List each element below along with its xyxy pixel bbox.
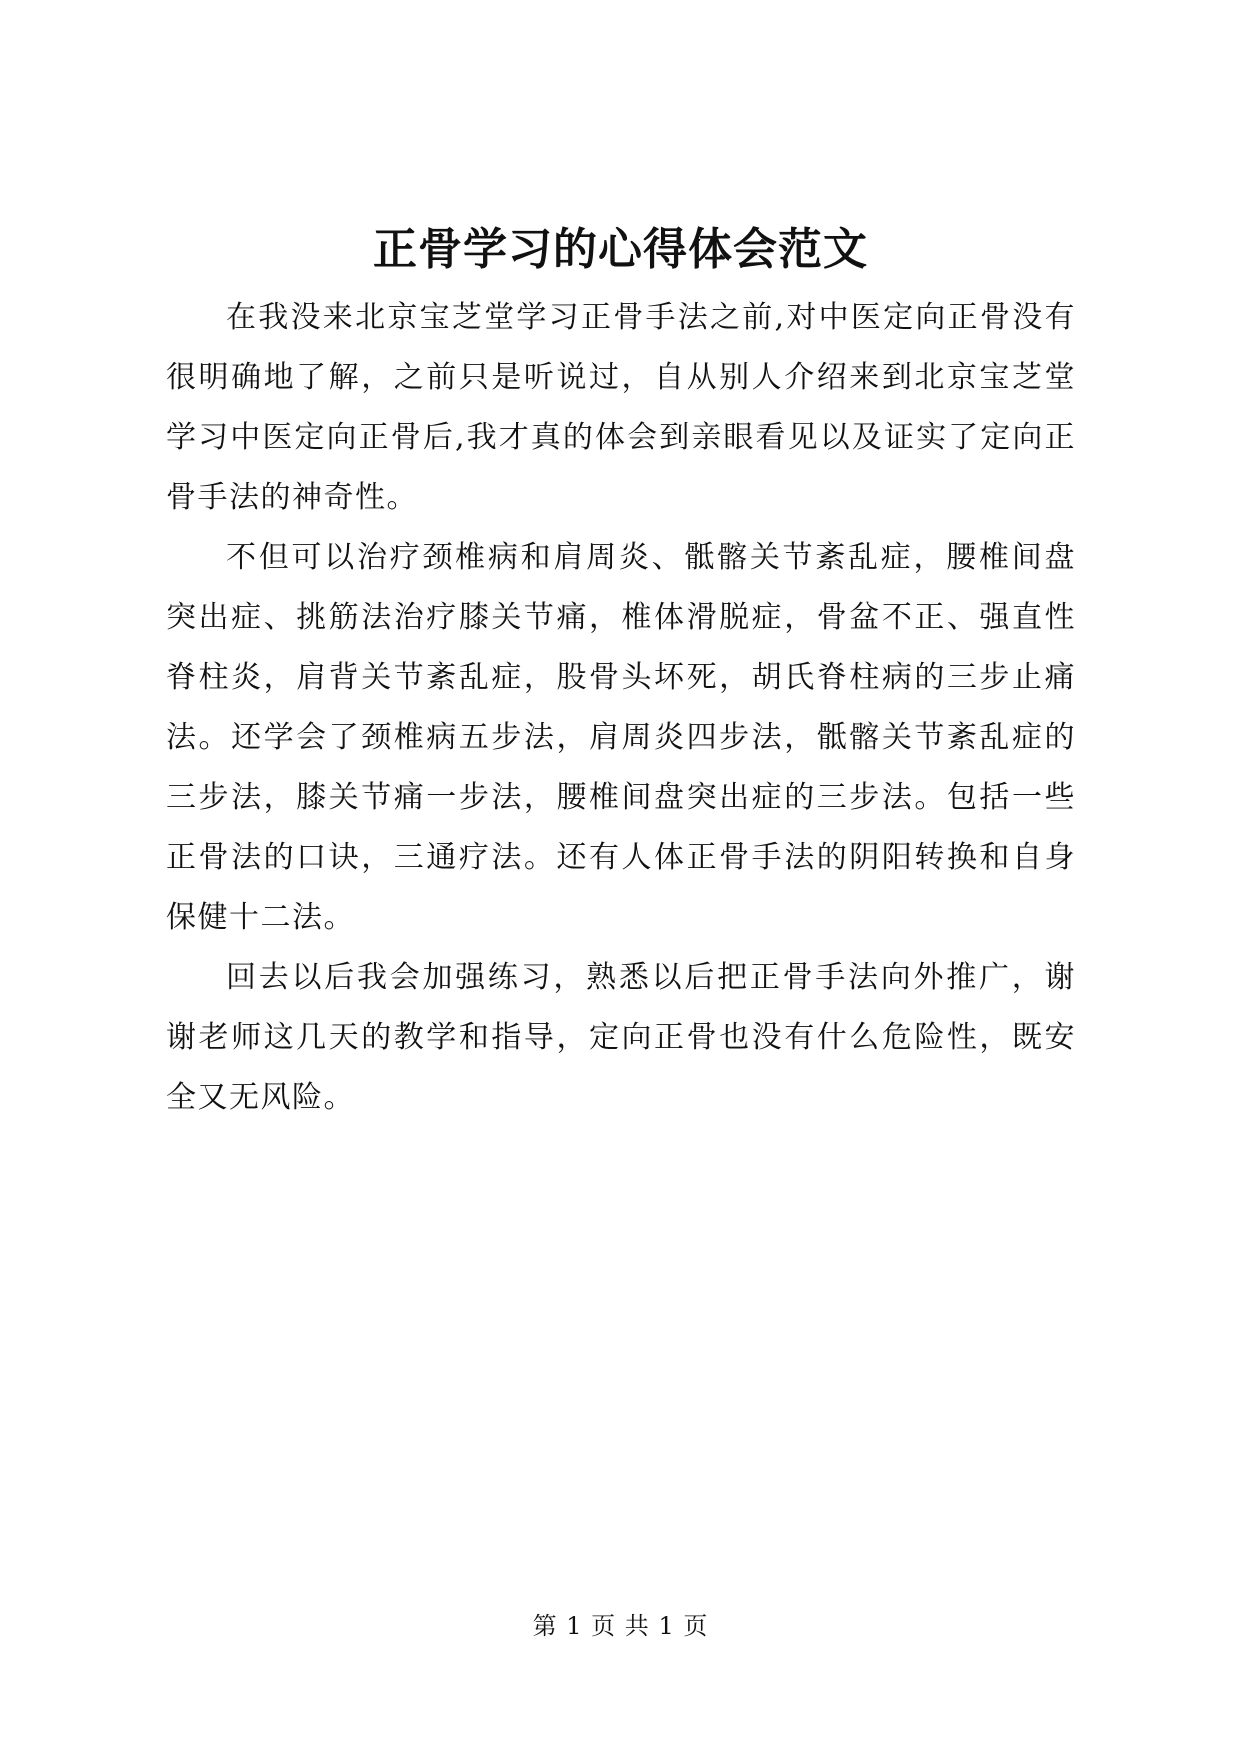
document-title: 正骨学习的心得体会范文 bbox=[373, 224, 868, 275]
page-number-footer: 第 1 页 共 1 页 bbox=[532, 1612, 709, 1640]
paragraph-3: 回去以后我会加强练习，熟悉以后把正骨手法向外推广，谢谢老师这几天的教学和指导，定向正骨也没有什么危险性，既安全又无风险。 bbox=[166, 960, 1076, 1115]
document-body bbox=[166, 288, 1076, 1128]
paragraph-1: 在我没来北京宝芝堂学习正骨手法之前,对中医定向正骨没有很明确地了解，之前只是听说过，自从别人介绍来到北京宝芝堂学习中医定向正骨后,我才真的体会到亲眼看见以及证实了定向正骨手法的神奇性。 bbox=[166, 300, 1076, 515]
paragraph-2: 不但可以治疗颈椎病和肩周炎、骶髂关节紊乱症，腰椎间盘突出症、挑筋法治疗膝关节痛，椎体滑脱症，骨盆不正、强直性脊柱炎，肩背关节紊乱症，股骨头坏死，胡氏脊柱病的三步止痛法。还学会了颈椎病五步法，肩周炎四步法，骶髂关节紊乱症的三步法，膝关节痛一步法，腰椎间盘突出症的三步法。包括一些正骨法的口诀，三通疗法。还有人体正骨手法的阴阳转换和自身保健十二法。 bbox=[166, 540, 1076, 935]
